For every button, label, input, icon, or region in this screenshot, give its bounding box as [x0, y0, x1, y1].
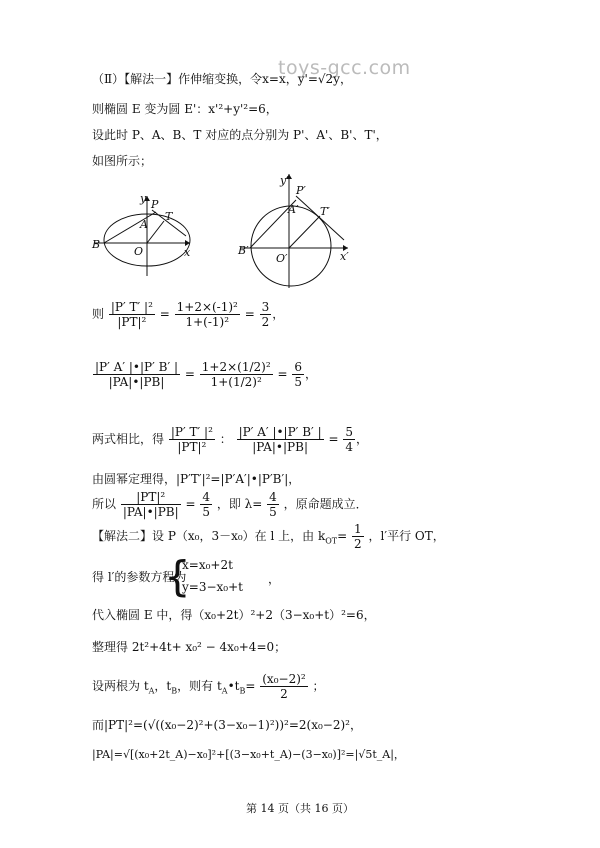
text-line-3: 设此时 P、A、B、T 对应的点分别为 P'、A'、B'、T'，	[92, 128, 388, 142]
denominator: |PT|²	[177, 440, 207, 454]
label-t: T′	[320, 205, 330, 218]
fraction	[352, 522, 364, 551]
numerator: |P′ A′ |•|P′ B′ |	[238, 425, 322, 439]
subscript: OT	[325, 536, 338, 546]
fraction	[175, 300, 240, 329]
denominator: |PT|²	[117, 315, 147, 329]
denominator: |PA|•|PB|	[108, 375, 165, 389]
denominator: 1+(1/2)²	[210, 375, 262, 389]
denominator: 1+(-1)²	[185, 315, 230, 329]
numerator: 1+2×(-1)²	[176, 300, 238, 314]
denominator: 2	[261, 315, 270, 329]
watermark: toys-gcc.com	[278, 57, 411, 79]
text: ：	[219, 432, 232, 446]
equation-2: $\frac{|P' A' |•|P' B' |}{|PA|•|PB|}$ = $\frac{\text{1+2×(1/2)²}}{\text{1+(1/2)²}}$ = $\frac{6}{5}$ ，	[95, 360, 318, 389]
label-x: x	[184, 246, 191, 259]
text: =	[159, 307, 170, 321]
fraction	[267, 490, 279, 519]
line-ot	[147, 221, 164, 243]
denominator: 4	[345, 440, 353, 454]
denominator: |PA|•|PB|	[252, 440, 308, 454]
fraction	[343, 425, 355, 454]
line-ot	[289, 216, 320, 248]
label-y: y	[140, 192, 147, 205]
label-o: O′	[276, 252, 288, 265]
text-line-10	[92, 522, 445, 551]
numerator: 4	[269, 490, 277, 504]
text: ，原命题成立．	[283, 497, 368, 511]
label-p: P′	[296, 184, 306, 197]
text: 两式相比，得	[92, 432, 165, 446]
text: ，即 λ=	[216, 497, 263, 511]
text: ，则有 t	[177, 679, 222, 693]
numerator: 4	[202, 490, 210, 504]
numerator: |P′ T′ |²	[170, 425, 213, 439]
denominator: 2	[354, 537, 362, 551]
text: ；	[312, 679, 325, 693]
text: =	[244, 307, 255, 321]
brace: {	[164, 552, 191, 601]
subscript: B	[171, 686, 178, 696]
fraction	[109, 300, 155, 329]
numerator: |PT|²	[121, 490, 181, 505]
text-line-8: 由圆幂定理得，|P′T′|²=|P′A′|•|P′B′|，	[92, 472, 301, 486]
denominator: 5	[202, 505, 210, 519]
numerator: |P′ T′ |²	[110, 300, 153, 314]
label-b: B′	[238, 244, 249, 257]
fraction	[121, 490, 181, 519]
subscript: A	[221, 686, 228, 696]
subscript: B	[239, 686, 246, 696]
text: =	[337, 529, 348, 543]
subscript: A	[148, 686, 155, 696]
text-line-1: （Ⅱ）【解法一】作伸缩变换，令x=x，y'=√2y，	[92, 72, 352, 86]
text: =	[277, 367, 288, 381]
fraction	[260, 300, 272, 329]
figure-ellipse	[90, 188, 200, 278]
fraction	[260, 672, 307, 701]
fraction	[200, 490, 212, 519]
text: ，t	[154, 679, 172, 693]
label-b: B	[92, 238, 101, 251]
figure-circle	[236, 170, 361, 290]
text-line-2: 则椭圆 E 变为圆 E'：x'²+y'²=6，	[92, 102, 278, 116]
fraction	[93, 360, 180, 389]
numerator: 3	[261, 300, 270, 314]
text-line-4: 如图所示；	[92, 154, 153, 168]
line-bp	[104, 212, 156, 243]
equation-1: 则 $\frac{\text{|P′ T′ |²}}{\text{|PT|²}}$ = $\frac{\text{1+2×(-1)²}}{\text{1+(-1)²}}$ = $\frac{3}{2}$ ，	[92, 300, 285, 329]
fraction	[292, 360, 304, 389]
numerator: 5	[345, 425, 353, 439]
fraction	[237, 425, 324, 454]
denominator: 2	[280, 687, 288, 701]
text-line-16: |PA|=√[(x₀+2t_A)−x₀]²+[(3−x₀+t_A)−(3−x₀)]²=|√5t_A|，	[92, 748, 405, 761]
fraction	[200, 360, 273, 389]
label-y: y′	[280, 174, 289, 187]
text: =	[185, 497, 196, 511]
text-line-11-prefix: 得 l′的参数方程为	[92, 570, 187, 584]
text: 设两根为 t	[92, 679, 149, 693]
text: ，	[268, 572, 281, 586]
text: 则	[92, 307, 105, 321]
text: =	[245, 679, 256, 693]
param-row-1: x=x₀+2t	[182, 558, 233, 572]
text: =	[328, 432, 339, 446]
text: 所以	[92, 497, 117, 511]
text: ，l′平行 OT，	[368, 529, 445, 543]
text: =	[184, 367, 195, 381]
label-p: P	[151, 198, 159, 211]
denominator: 5	[294, 375, 302, 389]
denominator: |PA|•|PB|	[122, 505, 179, 519]
param-row-2: y=3−x₀+t	[182, 580, 243, 594]
fraction	[169, 425, 215, 454]
numerator: 6	[294, 360, 302, 374]
label-x: x′	[340, 250, 349, 263]
denominator: 5	[269, 505, 277, 519]
text-line-15: 而|PT|²=(√((x₀−2)²+(3−x₀−1)²))²=2(x₀−2)²，	[92, 718, 362, 732]
text-line-7: 两式相比，得 $\frac{\text{|P′ T′ |²}}{\text{|PT|²}}$ ： $\frac{|P' A' |•|P' B' |}{|PA|•|PB|}$ = $\frac{5}{4}$ ，	[92, 425, 368, 454]
text: •t	[227, 679, 240, 693]
text-line-9	[92, 490, 368, 519]
text: 【解法二】设 P（x₀，3－x₀）在 l 上，由 k	[92, 529, 326, 543]
label-t: T	[165, 210, 173, 223]
label-o: O	[134, 245, 144, 258]
text-line-14	[92, 672, 325, 701]
label-a: A	[140, 218, 148, 231]
label-a: A′	[288, 203, 299, 216]
numerator: |P′ A′ |•|P′ B′ |	[95, 360, 179, 374]
numerator: 1	[354, 522, 362, 536]
page-footer: 第 14 页（共 16 页）	[246, 802, 354, 815]
text-line-12: 代入椭圆 E 中，得（x₀+2t）²+2（3−x₀+t）²=6，	[92, 608, 376, 622]
numerator: (x₀−2)²	[262, 672, 306, 686]
numerator: 1+2×(1/2)²	[201, 360, 271, 374]
text-line-13: 整理得 2t²+4t+ x₀² − 4x₀+4=0；	[92, 640, 287, 654]
